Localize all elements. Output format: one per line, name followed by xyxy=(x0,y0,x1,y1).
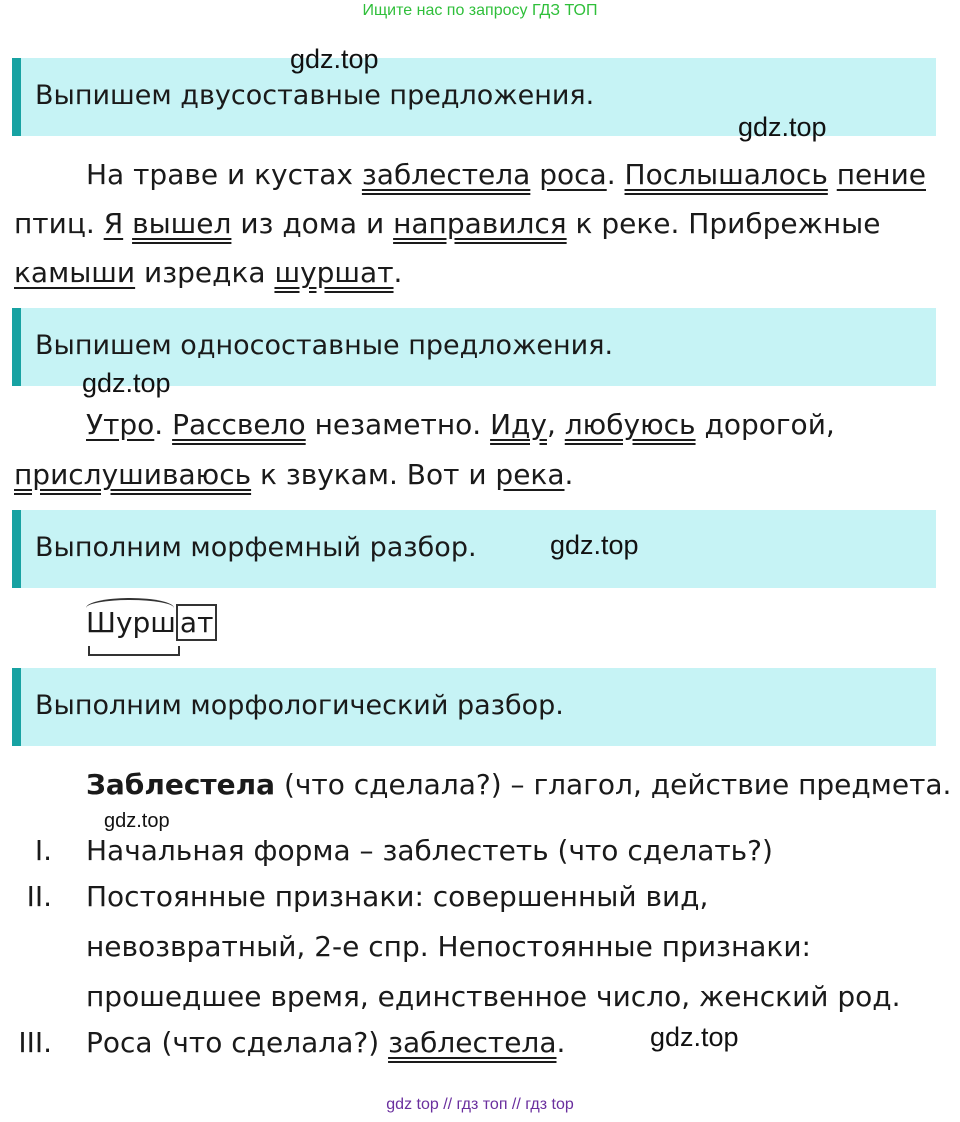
watermark: gdz.top xyxy=(82,368,171,398)
main-member: Рассвело xyxy=(172,408,306,441)
main-member: река xyxy=(495,458,565,491)
top-note: Ищите нас по запросу ГДЗ ТОП xyxy=(362,2,598,19)
morphology-intro: Заблестела (что сделала?) – глагол, действие предмета. xyxy=(86,768,952,801)
main-member: Утро xyxy=(86,408,155,441)
text-line: камыши изредка шуршат. xyxy=(14,256,403,289)
list-item: прошедшее время, единственное число, женский род. xyxy=(86,980,901,1013)
section-title: Выполним морфемный разбор. xyxy=(35,532,477,563)
predicate: Послышалось xyxy=(624,158,828,191)
predicate: шуршат xyxy=(274,256,394,289)
list-item: Постоянные признаки: совершенный вид, xyxy=(86,880,709,913)
text-line: На траве и кустах заблестела роса. Послышалось пение xyxy=(86,158,926,191)
list-item: невозвратный, 2-е спр. Непостоянные признаки: xyxy=(86,930,811,963)
stem-mark xyxy=(88,646,180,656)
section-title: Выпишем односоставные предложения. xyxy=(35,330,614,361)
list-number: II. xyxy=(26,880,52,913)
subject: роса xyxy=(539,158,607,191)
analyzed-word: Заблестела xyxy=(86,768,276,801)
list-number: III. xyxy=(18,1026,52,1059)
root-mark xyxy=(86,598,174,618)
subject: камыши xyxy=(14,256,136,289)
footer-links[interactable]: gdz top // гдз топ // гдз top xyxy=(386,1096,574,1113)
list-number: I. xyxy=(34,834,52,867)
predicate: вышел xyxy=(132,207,232,240)
main-member: Иду xyxy=(490,408,547,441)
predicate: заблестела xyxy=(361,158,531,191)
main-member: любуюсь xyxy=(564,408,696,441)
predicate: направился xyxy=(393,207,567,240)
watermark: gdz.top xyxy=(290,44,379,74)
morpheme-analysis xyxy=(86,606,217,639)
subject: Я xyxy=(103,207,124,240)
section-header-morphology xyxy=(12,668,936,746)
subject: пение xyxy=(836,158,926,191)
watermark: gdz.top xyxy=(650,1022,739,1052)
watermark: gdz.top xyxy=(550,530,639,560)
ending: ат xyxy=(176,604,217,641)
list-item: Роса (что сделала?) заблестела. xyxy=(86,1026,566,1059)
watermark: gdz.top xyxy=(104,810,170,832)
watermark: gdz.top xyxy=(738,112,827,142)
main-member: прислушиваюсь xyxy=(14,458,252,491)
section-title: Выполним морфологический разбор. xyxy=(35,690,564,721)
text-line: прислушиваюсь к звукам. Вот и река. xyxy=(14,458,574,491)
list-item: Начальная форма – заблестеть (что сделать?) xyxy=(86,834,773,867)
text-line: птиц. Я вышел из дома и направился к реке. Прибрежные xyxy=(14,207,881,240)
predicate: заблестела xyxy=(388,1026,557,1059)
text-line: Утро. Рассвело незаметно. Иду, любуюсь дорогой, xyxy=(86,408,835,441)
root: Шурш xyxy=(86,606,176,639)
section-title: Выпишем двусоставные предложения. xyxy=(35,80,595,111)
section-header-morpheme xyxy=(12,510,936,588)
